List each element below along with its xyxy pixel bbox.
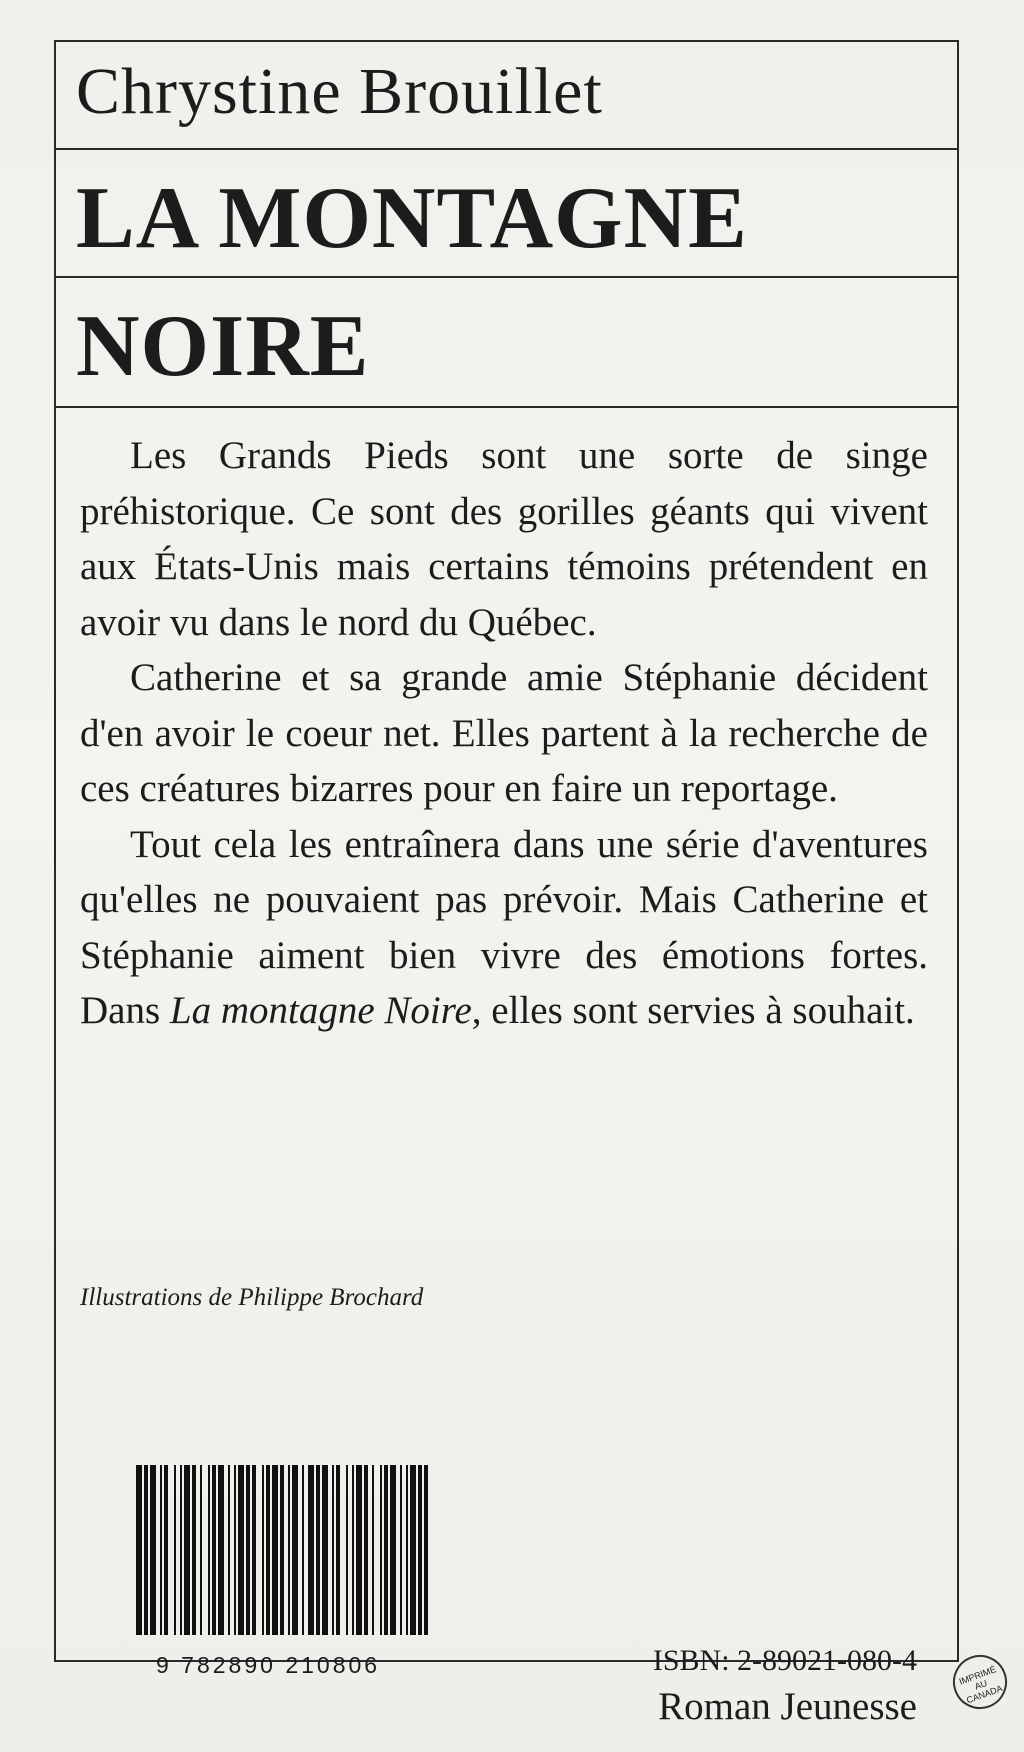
collection-name: Roman Jeunesse bbox=[658, 1685, 917, 1728]
isbn-text: ISBN: 2-89021-080-4 bbox=[652, 1644, 917, 1677]
author-row bbox=[56, 42, 957, 150]
barcode-image bbox=[132, 1465, 442, 1665]
illustrator-credit: Illustrations de Philippe Brochard bbox=[80, 1284, 424, 1311]
blurb-paragraph-3-start: Tout cela les entraînera dans une série d'aventures qu'elles ne pouvaient pas prévoir. Mais Catherine et Stéphanie aiment bien vivre des émotions fortes. Dans bbox=[80, 822, 928, 1032]
book-title-line-2: NOIRE bbox=[76, 298, 370, 395]
book-title-line-1: LA MONTAGNE bbox=[76, 170, 748, 267]
blurb-paragraph-3 bbox=[80, 817, 928, 1039]
title-row-2 bbox=[56, 278, 957, 408]
stamp-text: IMPRIMÉ AU CANADA bbox=[957, 1664, 1004, 1706]
blurb-paragraph-1: Les Grands Pieds sont une sorte de singe préhistorique. Ce sont des gorilles géants qui vivent aux États-Unis mais certains témoins prétendent en avoir vu dans le nord du Québec. bbox=[80, 434, 928, 644]
author-name: Chrystine Brouillet bbox=[76, 55, 603, 128]
blurb-text bbox=[80, 428, 928, 1039]
cover-frame bbox=[54, 40, 959, 1728]
blurb-paragraph-3-end: , elles sont servies à souhait. bbox=[471, 989, 915, 1032]
book-title-italic: La montagne Noire bbox=[169, 989, 472, 1032]
barcode-number: 9 782890 210806 bbox=[156, 1652, 381, 1678]
blurb-paragraph-2: Catherine et sa grande amie Stéphanie décident d'en avoir le coeur net. Elles partent à la recherche de ces créatures bizarres pour en faire un reportage. bbox=[80, 656, 928, 810]
title-row-1 bbox=[56, 150, 957, 278]
